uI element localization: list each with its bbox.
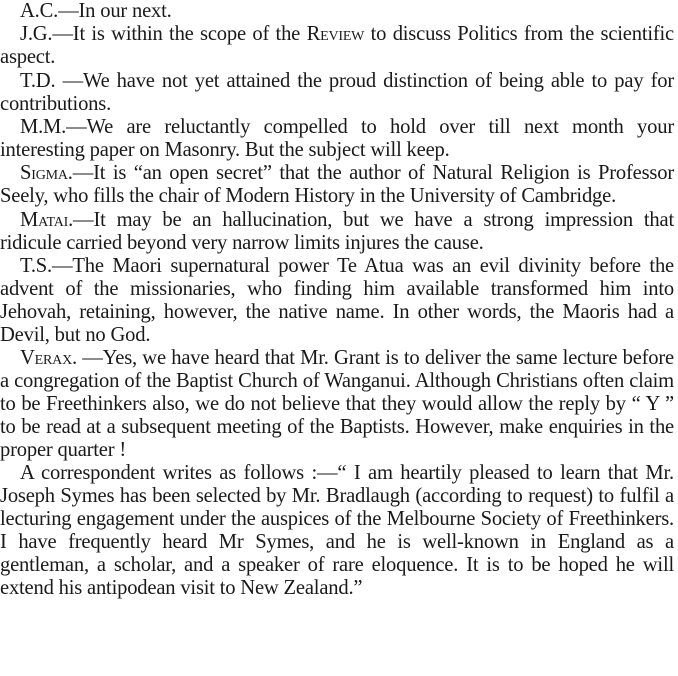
answer-mm xyxy=(0,116,674,162)
answer-separator: — xyxy=(52,254,73,277)
answer-text: We have not yet attained the proud distinction of being able to pay for contributions. xyxy=(0,69,674,115)
answer-separator: — xyxy=(72,162,94,185)
answer-text: Yes, we have heard that Mr. Grant is to deliver the same lecture before a congregation of the Baptist Church of Wanganui. Although Christians often claim to be Freethinkers also, we do not believe that they would allow the reply by “ Y ” to be read at a subsequent meeting of the Baptists. However, make enquiries in the proper quarter ! xyxy=(0,347,675,461)
answer-sigma xyxy=(0,162,674,208)
answer-ac xyxy=(0,0,674,23)
answer-signature: Matai. xyxy=(20,208,74,231)
answer-separator: — xyxy=(55,69,83,92)
answer-text: In our next. xyxy=(78,0,172,22)
answer-text: It may be an hallucination, but we have a strong impression that ridicule carried beyond very narrow limits injures the cause. xyxy=(0,208,674,254)
answer-signature: T.D. xyxy=(20,69,56,92)
review-title: Review xyxy=(306,23,365,46)
answer-jg xyxy=(0,23,674,69)
answer-separator: — xyxy=(76,347,103,370)
answer-signature: A.C. xyxy=(20,0,59,22)
answer-td xyxy=(0,70,674,116)
answer-verax xyxy=(0,347,674,462)
answer-separator: — xyxy=(52,23,73,46)
correspondent-letter-text: A correspondent writes as follows :—“ I am heartily pleased to learn that Mr. Joseph Symes has been selected by Mr. Bradlaugh (according to request) to fulfil a lecturing engagement under the auspices of the Melbourne Society of Freethinkers. I have frequently heard Mr Symes, and he is well-known in England as a gentleman, a scholar, and a speaker of rare eloquence. It is to be hoped he will extend his antipodean visit to New Zealand.” xyxy=(0,462,674,599)
answer-signature: Verax. xyxy=(20,347,77,370)
answer-separator: — xyxy=(58,0,79,22)
answer-separator: — xyxy=(66,116,87,139)
answer-text-continued: to discuss Politics from the scientific aspect. xyxy=(0,23,674,69)
answer-matai xyxy=(0,209,674,255)
answer-signature: T.S. xyxy=(20,254,53,277)
answer-text: We are reluctantly compelled to hold over till next month your interesting paper on Masonry. But the subject will keep. xyxy=(0,116,674,161)
answer-signature: Sigma. xyxy=(20,162,73,185)
answer-signature: M.M. xyxy=(20,116,67,139)
answer-signature: J.G. xyxy=(20,23,53,46)
answer-ts xyxy=(0,255,674,347)
correspondent-letter xyxy=(0,462,674,599)
answer-text: It is within the scope of the xyxy=(72,23,307,46)
answer-text: It is “an open secret” that the author of Natural Religion is Professor Seely, who fills the chair of Modern History in the University of Cambridge. xyxy=(0,162,674,208)
answer-separator: — xyxy=(73,208,94,231)
answer-text: The Maori supernatural power Te Atua was an evil divinity before the advent of the missionaries, who finding him available transformed him into Jehovah, retaining, however, the native name. In other words, the Maoris had a Devil, but no God. xyxy=(0,254,674,346)
